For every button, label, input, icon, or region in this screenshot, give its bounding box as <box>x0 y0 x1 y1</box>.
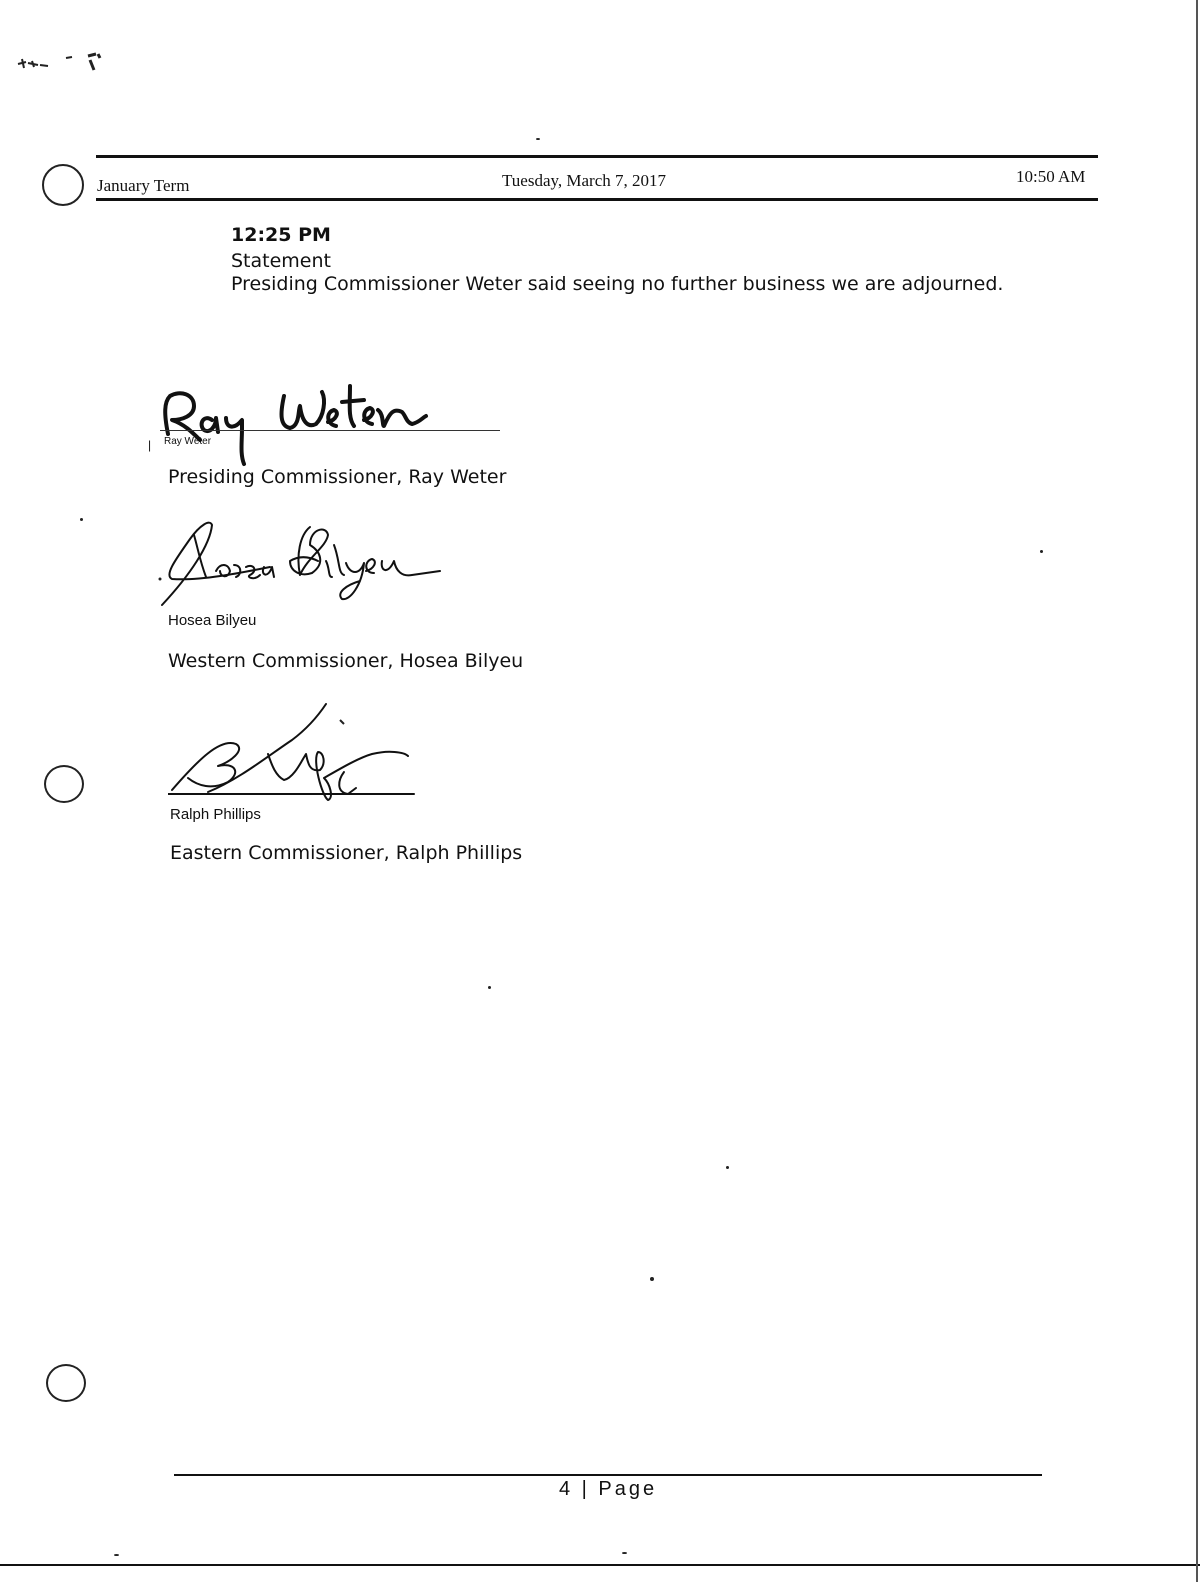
header-date: Tuesday, March 7, 2017 <box>502 171 667 190</box>
scan-speck <box>114 1554 119 1556</box>
signature-printed-name: Ray Weter <box>164 436 212 447</box>
scan-mark: | <box>148 438 152 452</box>
scan-artifact-marks <box>14 50 114 80</box>
signature-title: Western Commissioner, Hosea Bilyeu <box>168 650 524 672</box>
header-top-rule <box>96 155 1098 158</box>
binder-hole-bottom <box>46 1364 86 1402</box>
scan-speck <box>536 138 540 140</box>
signature-printed-name: Ralph Phillips <box>170 806 261 823</box>
page-number: 4 | Page <box>559 1478 658 1500</box>
scan-speck <box>622 1552 627 1554</box>
scan-speck <box>488 986 491 989</box>
signature-line <box>160 430 500 431</box>
scan-speck <box>650 1277 654 1281</box>
handwritten-signature-ray-weter <box>150 368 510 468</box>
scan-speck <box>80 518 83 521</box>
handwritten-signature-ralph-phillips <box>168 700 428 805</box>
entry-time: 12:25 PM <box>231 224 331 246</box>
entry-type: Statement <box>231 250 331 272</box>
signature-title: Presiding Commissioner, Ray Weter <box>168 466 507 488</box>
binder-hole-middle <box>44 765 84 803</box>
footer-rule <box>174 1474 1042 1476</box>
header-bottom-rule <box>96 198 1098 201</box>
binder-hole-top <box>42 164 84 206</box>
handwritten-signature-hosea-bilyeu <box>150 515 450 610</box>
scan-speck <box>726 1166 729 1169</box>
scan-speck <box>1040 550 1043 553</box>
scan-right-edge <box>1196 0 1198 1582</box>
header-term: January Term <box>97 176 190 195</box>
scan-bottom-edge <box>0 1564 1200 1566</box>
signature-printed-name: Hosea Bilyeu <box>168 612 257 629</box>
entry-text: Presiding Commissioner Weter said seeing no further business we are adjourned. <box>231 273 1004 295</box>
header-time: 10:50 AM <box>1016 167 1086 186</box>
signature-title: Eastern Commissioner, Ralph Phillips <box>170 842 523 864</box>
